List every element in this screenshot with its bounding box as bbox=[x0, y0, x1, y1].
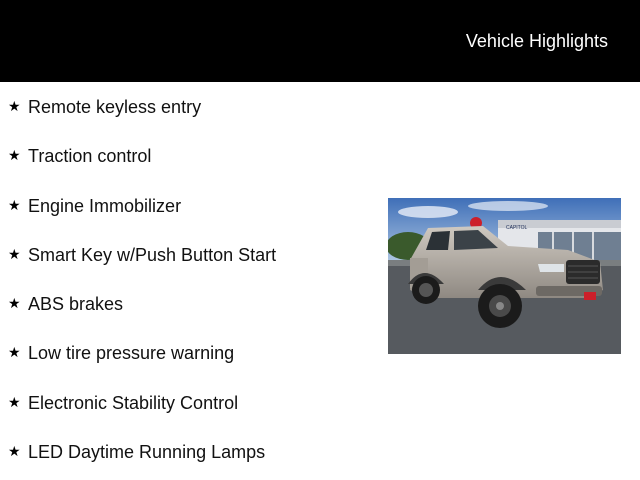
feature-item bbox=[8, 145, 276, 194]
feature-item bbox=[8, 441, 276, 480]
page-title: Vehicle Highlights bbox=[465, 31, 608, 51]
feature-label: Electronic Stability Control bbox=[28, 392, 239, 413]
header-bar bbox=[0, 0, 640, 82]
feature-list bbox=[8, 96, 276, 480]
vehicle-photo[interactable] bbox=[388, 198, 621, 354]
feature-label: LED Daytime Running Lamps bbox=[28, 442, 266, 463]
feature-item bbox=[8, 342, 276, 391]
star-icon: ★ bbox=[8, 196, 21, 213]
star-icon: ★ bbox=[8, 295, 21, 312]
feature-item bbox=[8, 195, 276, 244]
dealer-sign-text: CAPITOL bbox=[506, 225, 528, 231]
feature-label: ABS brakes bbox=[28, 294, 124, 315]
star-icon: ★ bbox=[8, 393, 21, 410]
feature-label: Engine Immobilizer bbox=[28, 195, 182, 216]
feature-label: Low tire pressure warning bbox=[28, 343, 235, 364]
truck-image bbox=[388, 198, 621, 354]
feature-item bbox=[8, 96, 276, 145]
feature-label: Traction control bbox=[28, 146, 152, 167]
feature-item bbox=[8, 392, 276, 441]
feature-item bbox=[8, 293, 276, 342]
star-icon: ★ bbox=[8, 344, 21, 361]
star-icon: ★ bbox=[8, 245, 21, 262]
feature-item bbox=[8, 244, 276, 293]
feature-label: Smart Key w/Push Button Start bbox=[28, 244, 277, 265]
star-icon: ★ bbox=[8, 147, 21, 164]
star-icon: ★ bbox=[8, 98, 21, 114]
feature-label: Remote keyless entry bbox=[28, 97, 202, 117]
star-icon: ★ bbox=[8, 443, 21, 460]
